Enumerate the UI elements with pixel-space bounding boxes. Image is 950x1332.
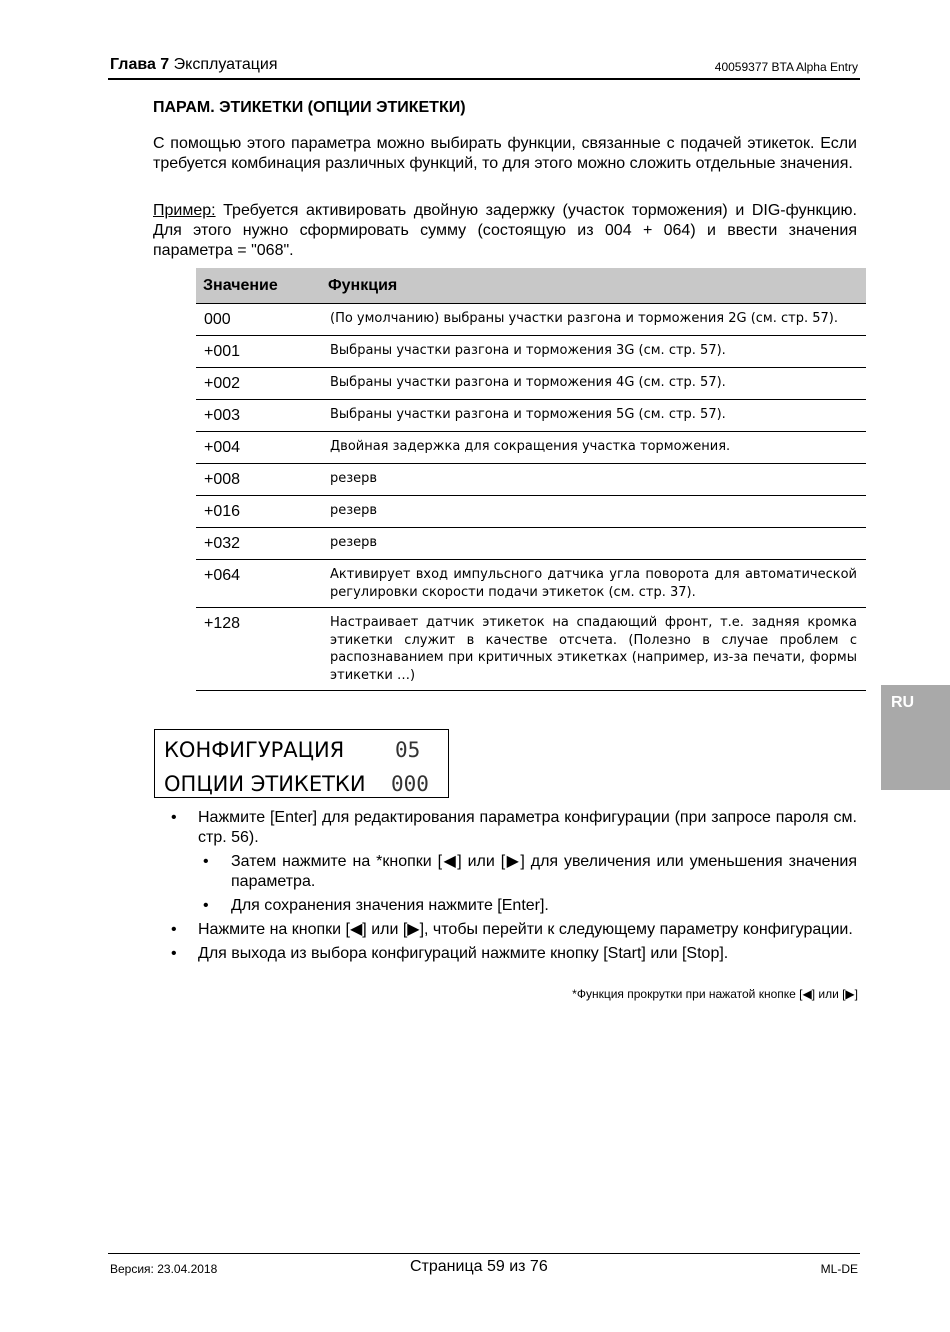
cell-function: резерв	[322, 464, 866, 496]
list-item-text: Нажмите [Enter] для редактирования параметра конфигурации (при запросе пароля см. стр. 56).	[198, 809, 857, 846]
cell-function: (По умолчанию) выбраны участки разгона и торможения 2G (см. стр. 57).	[322, 304, 866, 336]
table-row	[196, 464, 866, 496]
page-number: Страница 59 из 76	[410, 1258, 548, 1275]
table-row	[196, 528, 866, 560]
list-item	[153, 920, 857, 940]
cell-function: резерв	[322, 528, 866, 560]
bullet-icon: •	[203, 853, 209, 870]
lcd-line-1: КОНФИГУРАЦИЯ	[164, 738, 345, 762]
page-footer	[108, 1253, 860, 1276]
column-header-function: Функция	[322, 268, 866, 304]
table-row	[196, 304, 866, 336]
language-tab-label: RU	[891, 694, 915, 711]
cell-function: резерв	[322, 496, 866, 528]
example-label: Пример:	[153, 202, 216, 219]
cell-value: +008	[196, 464, 322, 496]
page-header	[108, 54, 860, 80]
language-code: ML-DE	[820, 1262, 858, 1276]
cell-function: Настраивает датчик этикеток на спадающий фронт, т.е. задняя кромка этикетки служит в качестве отсчета. (Полезно в случае проблем с распознаванием при критичных этикетках (например, из-за печати, формы этикетки …)	[322, 608, 866, 691]
table-row	[196, 432, 866, 464]
cell-value: +128	[196, 608, 322, 691]
list-item	[153, 808, 857, 848]
list-item	[153, 944, 857, 964]
example-text: Требуется активировать двойную задержку (участок торможения) и DIG-функцию. Для этого нужно сформировать сумму (состоящую из 004 + 064) и ввести значения параметра = "068".	[153, 202, 857, 259]
section-title: ПАРАМ. ЭТИКЕТКИ (ОПЦИИ ЭТИКЕТКИ)	[153, 99, 466, 116]
lcd-value-1: 05	[395, 738, 421, 762]
cell-value: +002	[196, 368, 322, 400]
list-item-text: Нажмите на кнопки [◀] или [▶], чтобы перейти к следующему параметру конфигурации.	[198, 921, 853, 938]
document-reference: 40059377 BTA Alpha Entry	[714, 60, 858, 74]
values-table	[196, 268, 866, 691]
table-row	[196, 400, 866, 432]
cell-function: Активирует вход импульсного датчика угла поворота для автоматической регулировки скорости подачи этикеток (см. стр. 37).	[322, 560, 866, 608]
cell-function: Выбраны участки разгона и торможения 3G (см. стр. 57).	[322, 336, 866, 368]
language-tab	[881, 685, 950, 790]
list-item-text: Для выхода из выбора конфигураций нажмите кнопку [Start] или [Stop].	[198, 945, 729, 962]
lcd-value-2: 000	[391, 772, 429, 796]
list-item-text: Для сохранения значения нажмите [Enter].	[231, 897, 549, 914]
chapter-title	[110, 56, 278, 74]
list-item	[153, 852, 857, 892]
cell-value: +016	[196, 496, 322, 528]
cell-value: +003	[196, 400, 322, 432]
lcd-line-2: ОПЦИИ ЭТИКЕТКИ	[164, 772, 366, 796]
column-header-value: Значение	[196, 268, 322, 304]
cell-value: +001	[196, 336, 322, 368]
instruction-list	[153, 808, 857, 964]
table-row	[196, 336, 866, 368]
table-row	[196, 560, 866, 608]
bullet-icon: •	[171, 945, 177, 962]
footnote: *Функция прокрутки при нажатой кнопке [◀] или [▶]	[572, 987, 858, 1001]
table-row	[196, 368, 866, 400]
cell-value: +004	[196, 432, 322, 464]
bullet-icon: •	[171, 809, 177, 826]
cell-value: 000	[196, 304, 322, 336]
chapter-name: Эксплуатация	[169, 56, 278, 73]
version-date: Версия: 23.04.2018	[110, 1262, 218, 1276]
lcd-display	[154, 729, 449, 798]
cell-value: +064	[196, 560, 322, 608]
table-header-row	[196, 268, 866, 304]
table-row	[196, 496, 866, 528]
list-item-text: Затем нажмите на *кнопки [◀] или [▶] для увеличения или уменьшения значения параметра.	[231, 853, 857, 890]
cell-function: Двойная задержка для сокращения участка торможения.	[322, 432, 866, 464]
cell-function: Выбраны участки разгона и торможения 4G (см. стр. 57).	[322, 368, 866, 400]
intro-paragraph: С помощью этого параметра можно выбирать функции, связанные с подачей этикеток. Если требуется комбинация различных функций, то для этого можно сложить отдельные значения.	[153, 135, 857, 172]
table-row	[196, 608, 866, 691]
bullet-icon: •	[203, 897, 209, 914]
list-item	[153, 896, 857, 916]
example-paragraph	[153, 201, 857, 261]
chapter-number: Глава 7	[110, 56, 170, 73]
cell-function: Выбраны участки разгона и торможения 5G (см. стр. 57).	[322, 400, 866, 432]
cell-value: +032	[196, 528, 322, 560]
bullet-icon: •	[171, 921, 177, 938]
